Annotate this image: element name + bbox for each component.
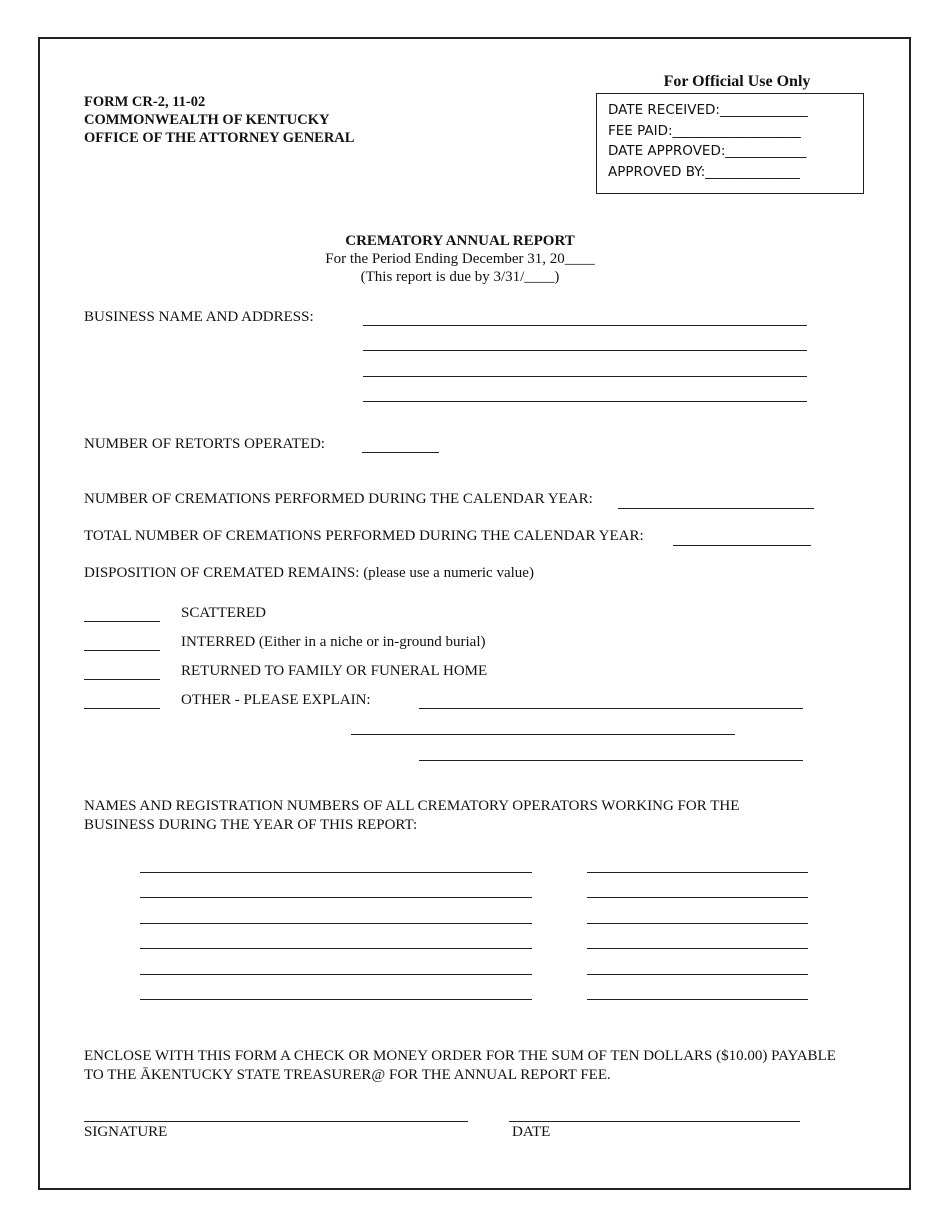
other-label: OTHER - PLEASE EXPLAIN: — [181, 692, 371, 708]
business-line-2[interactable] — [363, 350, 807, 351]
official-use-title: For Official Use Only — [663, 73, 811, 90]
commonwealth-label: COMMONWEALTH OF KENTUCKY — [84, 112, 330, 128]
other-explain-line-3[interactable] — [419, 760, 803, 761]
operator-name-line[interactable] — [140, 999, 532, 1000]
fee-instructions — [84, 1047, 836, 1085]
report-period: For the Period Ending December 31, 20____ — [325, 251, 595, 267]
cremations-line[interactable] — [618, 508, 814, 509]
operator-registration-line[interactable] — [587, 974, 808, 975]
total-cremations-line[interactable] — [673, 545, 811, 546]
operator-name-line[interactable] — [140, 948, 532, 949]
date-received-field: DATE RECEIVED:_____________ — [608, 102, 808, 118]
business-line-1[interactable] — [363, 325, 807, 326]
operator-name-line[interactable] — [140, 974, 532, 975]
form-id: FORM CR-2, 11-02 — [84, 94, 206, 110]
operator-registration-line[interactable] — [587, 872, 808, 873]
fee-paid-field: FEE PAID:___________________ — [608, 122, 801, 139]
retorts-line[interactable] — [362, 452, 439, 453]
report-due: (This report is due by 3/31/____) — [360, 269, 560, 285]
fee-instructions-line-1: ENCLOSE WITH THIS FORM A CHECK OR MONEY ORDER FOR THE SUM OF TEN DOLLARS ($10.00) PAYABLE — [84, 1048, 836, 1064]
office-label: OFFICE OF THE ATTORNEY GENERAL — [84, 130, 355, 146]
page-border — [38, 37, 911, 1190]
operators-label-line-2: BUSINESS DURING THE YEAR OF THIS REPORT: — [84, 817, 418, 833]
date-approved-field: DATE APPROVED:____________ — [608, 143, 807, 159]
signature-line[interactable] — [84, 1121, 468, 1122]
operator-name-line[interactable] — [140, 923, 532, 924]
operator-registration-line[interactable] — [587, 948, 808, 949]
date-line[interactable] — [509, 1121, 800, 1122]
approved-by-field: APPROVED BY:______________ — [608, 163, 800, 180]
total-cremations-label: TOTAL NUMBER OF CREMATIONS PERFORMED DURING THE CALENDAR YEAR: — [84, 528, 644, 544]
operator-name-line[interactable] — [140, 872, 532, 873]
business-line-4[interactable] — [363, 401, 807, 402]
returned-label: RETURNED TO FAMILY OR FUNERAL HOME — [181, 663, 488, 679]
retorts-label: NUMBER OF RETORTS OPERATED: — [84, 436, 325, 452]
business-name-label: BUSINESS NAME AND ADDRESS: — [84, 309, 314, 325]
other-line[interactable] — [84, 708, 160, 709]
official-use-box — [596, 93, 864, 194]
interred-label: INTERRED (Either in a niche or in-ground burial) — [181, 634, 486, 650]
operators-label-line-1: NAMES AND REGISTRATION NUMBERS OF ALL CREMATORY OPERATORS WORKING FOR THE — [84, 798, 740, 814]
report-title: CREMATORY ANNUAL REPORT — [345, 233, 575, 249]
cremations-label: NUMBER OF CREMATIONS PERFORMED DURING THE CALENDAR YEAR: — [84, 491, 593, 507]
other-explain-line-2[interactable] — [351, 734, 735, 735]
signature-label: SIGNATURE — [84, 1124, 168, 1140]
business-line-3[interactable] — [363, 376, 807, 377]
scattered-label: SCATTERED — [181, 605, 267, 621]
disposition-label: DISPOSITION OF CREMATED REMAINS: (please use a numeric value) — [84, 565, 534, 581]
operator-registration-line[interactable] — [587, 897, 808, 898]
returned-line[interactable] — [84, 679, 160, 680]
interred-line[interactable] — [84, 650, 160, 651]
operators-label — [84, 797, 739, 835]
fee-instructions-line-2: TO THE ĀKENTUCKY STATE TREASURER@ FOR THE ANNUAL REPORT FEE. — [84, 1067, 611, 1083]
operator-registration-line[interactable] — [587, 999, 808, 1000]
operator-registration-line[interactable] — [587, 923, 808, 924]
other-explain-line-1[interactable] — [419, 708, 803, 709]
report-title-block — [260, 232, 660, 286]
date-label: DATE — [512, 1124, 551, 1140]
scattered-line[interactable] — [84, 621, 160, 622]
operator-name-line[interactable] — [140, 897, 532, 898]
form-header — [84, 93, 354, 147]
